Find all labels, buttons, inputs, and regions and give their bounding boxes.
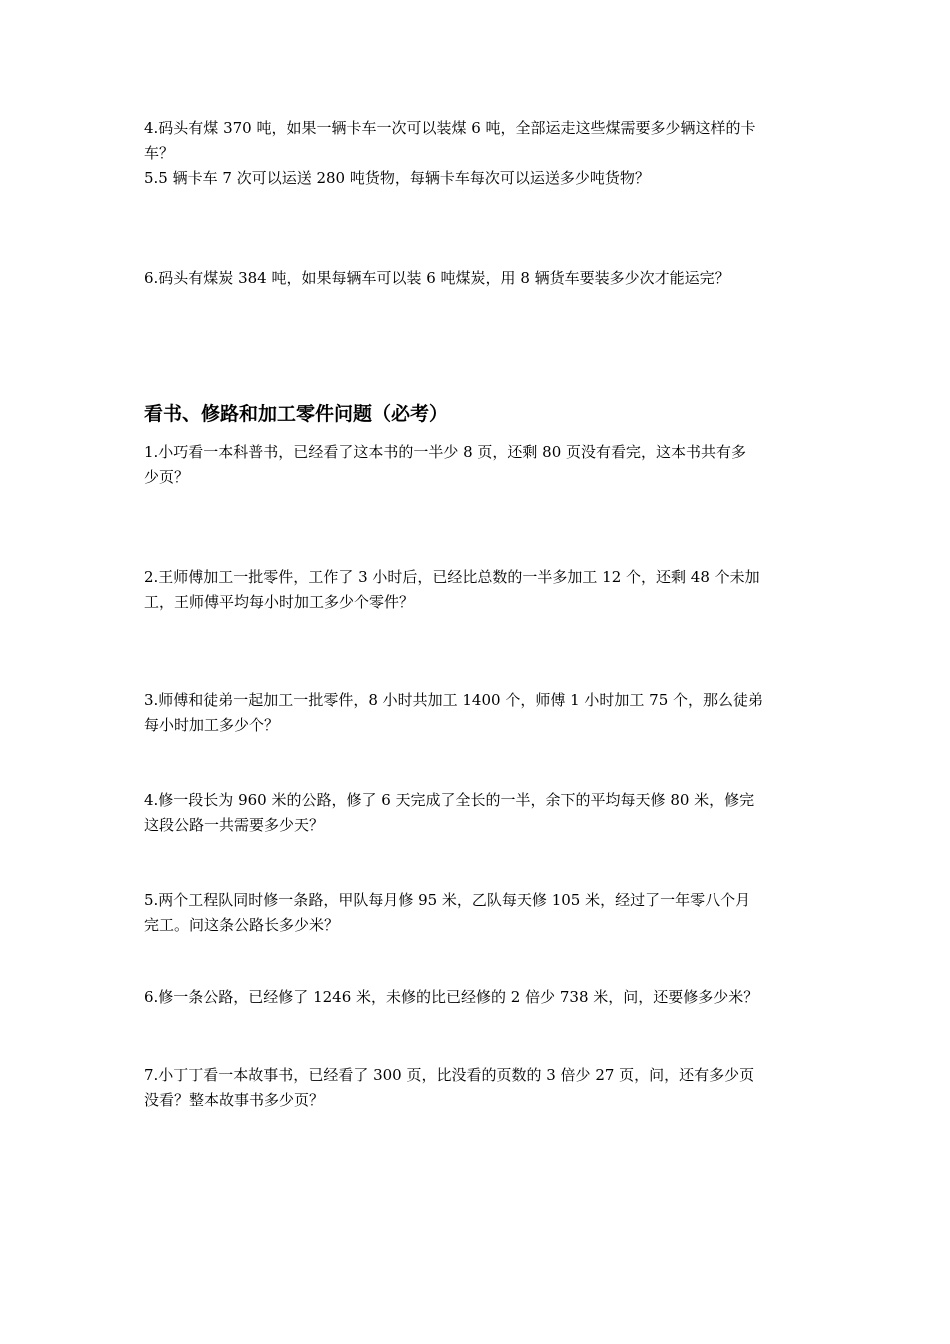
question-4-road xyxy=(144,788,809,838)
question-7-reading xyxy=(144,1063,809,1113)
question-text-line: 这段公路一共需要多少天？ xyxy=(144,816,325,834)
question-text-line: 完工。问这条公路长多少米？ xyxy=(144,916,340,934)
question-text-line: 7.小丁丁看一本故事书，已经看了 300 页，比没看的页数的 3 倍少 27 页，问，还有多少页 xyxy=(144,1066,755,1084)
question-1-reading xyxy=(144,440,809,490)
question-6-road xyxy=(144,985,809,1010)
section-title: 看书、修路和加工零件问题（必考） xyxy=(144,403,449,425)
question-text-line: 车？ xyxy=(144,144,175,162)
question-text-line: 没看？整本故事书多少页？ xyxy=(144,1091,325,1109)
question-text-line: 6.码头有煤炭 384 吨，如果每辆车可以装 6 吨煤炭，用 8 辆货车要装多少次才能运完？ xyxy=(144,269,730,287)
question-4-transport xyxy=(144,116,809,166)
question-5-road xyxy=(144,888,809,938)
question-text-line: 4.码头有煤 370 吨，如果一辆卡车一次可以装煤 6 吨，全部运走这些煤需要多少辆这样的卡 xyxy=(144,119,756,137)
question-2-parts xyxy=(144,565,809,615)
question-text-line: 6.修一条公路，已经修了 1246 米，未修的比已经修的 2 倍少 738 米，问，还要修多少米？ xyxy=(144,988,759,1006)
question-text-line: 5.5 辆卡车 7 次可以运送 280 吨货物，每辆卡车每次可以运送多少吨货物？ xyxy=(144,169,650,187)
question-text-line: 3.师傅和徒弟一起加工一批零件，8 小时共加工 1400 个，师傅 1 小时加工 75 个，那么徒弟 xyxy=(144,691,764,709)
question-text-line: 少页？ xyxy=(144,468,190,486)
question-text-line: 1.小巧看一本科普书，已经看了这本书的一半少 8 页，还剩 80 页没有看完，这本书共有多 xyxy=(144,443,747,461)
question-text-line: 每小时加工多少个？ xyxy=(144,716,280,734)
question-text-line: 2.王师傅加工一批零件，工作了 3 小时后，已经比总数的一半多加工 12 个，还剩 48 个未加 xyxy=(144,568,760,586)
question-text-line: 5.两个工程队同时修一条路，甲队每月修 95 米，乙队每天修 105 米，经过了一年零八个月 xyxy=(144,891,751,909)
question-text-line: 工，王师傅平均每小时加工多少个零件？ xyxy=(144,593,415,611)
question-text-line: 4.修一段长为 960 米的公路，修了 6 天完成了全长的一半，余下的平均每天修 80 米，修完 xyxy=(144,791,755,809)
question-3-parts xyxy=(144,688,809,738)
question-6-transport xyxy=(144,266,809,291)
question-5-transport xyxy=(144,166,809,191)
